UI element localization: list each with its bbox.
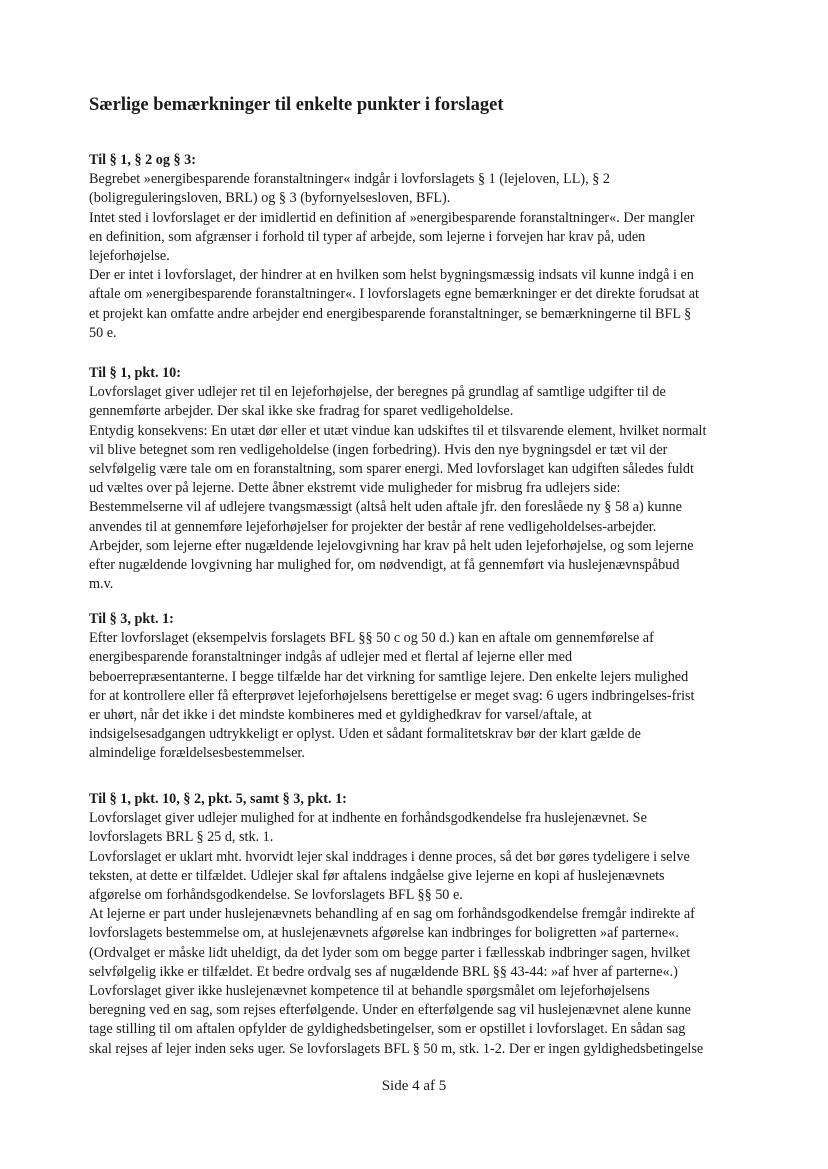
text-line: er uhørt, når det ikke i det mindste kombineres med et gyldighedkrav for varsel/aftale, at	[89, 707, 592, 724]
text-line: energibesparende foranstaltninger indgås af udlejer med et flertal af lejerne eller med	[89, 649, 573, 666]
text-line: selvfølgelig ikke er tilfældet. Et bedre ordvalg ses af nugældende BRL §§ 43-44: »af hver af parterne«.)	[89, 963, 678, 980]
text-line: Lovforslaget giver ikke huslejenævnet kompetence til at behandle spørgsmålet om lejeforhøjelsens	[89, 983, 650, 1000]
text-line: indsigelsesadgangen udtrykkeligt er oplyst. Uden et sådant formalitetskrav bør der klart gælde de	[89, 726, 641, 743]
section-body	[89, 383, 769, 594]
section-til-1-pkt-10-2-pkt-5-3-pkt-1	[89, 790, 769, 1059]
text-line: At lejerne er part under huslejenævnets behandling af en sag om forhåndsgodkendelse fremgår indirekte af	[89, 906, 695, 923]
text-line: anvendes til at gennemføre lejeforhøjelser for projekter der består af rene vedligeholdelses-arbejder.	[89, 518, 657, 535]
text-line: vil blive betegnet som ren vedligeholdelse (ingen forbedring). Hvis den nye bygningsdel er tæt vil der	[89, 441, 668, 458]
document-title: Særlige bemærkninger til enkelte punkter i forslaget	[89, 95, 504, 115]
text-line: Begrebet »energibesparende foranstaltninger« indgår i lovforslagets § 1 (lejeloven, LL), § 2	[89, 171, 610, 188]
section-body	[89, 170, 769, 343]
text-line: en definition, som afgrænser i forhold til typer af arbejde, som lejerne i forvejen har krav på, uden	[89, 228, 646, 245]
text-line: efter nugældende lovgivning har mulighed for, om nødvendigt, at få gennemført via huslejenævnspåbud	[89, 557, 680, 574]
text-line: Lovforslaget giver udlejer mulighed for at indhente en forhåndsgodkendelse fra huslejenævnet. Se	[89, 810, 647, 827]
text-line: for at kontrollere eller få efterprøvet lejeforhøjelsens berettigelse er meget svag: 6 ugers indbringelses-frist	[89, 687, 695, 704]
text-line: Der er intet i lovforslaget, der hindrer at en hvilken som helst bygningsmæssig indsats vil kunne indgå i en	[89, 267, 694, 284]
section-heading: Til § 1, pkt. 10, § 2, pkt. 5, samt § 3, pkt. 1:	[89, 791, 347, 807]
text-line: m.v.	[89, 576, 114, 593]
text-line: aftale om »energibesparende foranstaltninger«. I lovforslagets egne bemærkninger er det direkte forudsat at	[89, 286, 699, 303]
text-line: ud væltes over på lejerne. Dette åbner ekstremt vide muligheder for misbrug fra udlejers side:	[89, 480, 621, 497]
text-line: (boligreguleringsloven, BRL) og § 3 (byfornyelsesloven, BFL).	[89, 190, 451, 207]
section-body	[89, 629, 769, 763]
section-heading: Til § 1, § 2 og § 3:	[89, 152, 196, 168]
text-line: beregning ved en sag, som rejses efterfølgende. Under en efterfølgende sag vil huslejenævnet alene kunne	[89, 1002, 691, 1019]
text-line: afgørelse om forhåndsgodkendelse. Se lovforslagets BFL §§ 50 e.	[89, 887, 463, 904]
text-line: beboerrepræsentanterne. I begge tilfælde har det virkning for samtlige lejere. Den enkelte lejers mulighed	[89, 668, 689, 685]
text-line: Lovforslaget giver udlejer ret til en lejeforhøjelse, der beregnes på grundlag af samtlige udgifter til de	[89, 384, 666, 401]
text-line: et projekt kan omfatte andre arbejder end energibesparende foranstaltninger, se bemærkningerne til BFL §	[89, 305, 692, 322]
text-line: gennemførte arbejder. Der skal ikke ske fradrag for sparet vedligeholdelse.	[89, 403, 514, 420]
text-line: lovforslagets bestemmelse om, at huslejenævnets afgørelse kan indbringes for boligretten »af parterne«.	[89, 925, 679, 942]
text-line: tage stilling til om aftalen opfylder de gyldighedsbetingelser, som er opstillet i lovforslaget. En sådan sag	[89, 1021, 686, 1038]
section-til-1-2-3	[89, 151, 769, 343]
text-line: Lovforslaget er uklart mht. hvorvidt lejer skal inddrages i denne proces, så det bør gøres tydeligere i selve	[89, 848, 690, 865]
page-number: Side 4 af 5	[381, 1078, 447, 1094]
section-til-3-pkt-1	[89, 610, 769, 764]
text-line: teksten, at dette er tilfældet. Udlejer skal før aftalens indgåelse give lejerne en kopi af huslejenævnets	[89, 867, 665, 884]
text-line: lovforslagets BRL § 25 d, stk. 1.	[89, 829, 274, 846]
text-line: selvfølgelig være tale om en foranstaltning, som sparer energi. Med lovforslaget kan udgiften således fuldt	[89, 461, 694, 478]
text-line: Efter lovforslaget (eksempelvis forslagets BFL §§ 50 c og 50 d.) kan en aftale om gennemførelse af	[89, 630, 654, 647]
section-heading: Til § 3, pkt. 1:	[89, 611, 174, 627]
section-heading: Til § 1, pkt. 10:	[89, 365, 181, 381]
section-til-1-pkt-10	[89, 364, 769, 594]
text-line: Bestemmelserne vil af udlejere tvangsmæssigt (altså helt uden aftale jfr. den foreslåede ny § 58 a) kunne	[89, 499, 682, 516]
text-line: lejeforhøjelse.	[89, 248, 170, 265]
text-line: Arbejder, som lejerne efter nugældende lejelovgivning har krav på helt uden lejeforhøjelse, og som lejerne	[89, 537, 694, 554]
section-body	[89, 809, 769, 1059]
text-line: skal rejses af lejer inden seks uger. Se lovforslagets BFL § 50 m, stk. 1-2. Der er ingen gyldighedsbetingelse	[89, 1040, 704, 1057]
text-line: 50 e.	[89, 324, 117, 341]
text-line: Intet sted i lovforslaget er der imidlertid en definition af »energibesparende foranstaltninger«. Der mangler	[89, 209, 695, 226]
text-line: Entydig konsekvens: En utæt dør eller et utæt vindue kan udskiftes til et tilsvarende element, hvilket normalt	[89, 422, 707, 439]
text-line: (Ordvalget er måske lidt uheldigt, da det lyder som om begge parter i fællesskab indbringer sagen, hvilket	[89, 944, 691, 961]
text-line: almindelige forældelsesbestemmelser.	[89, 745, 305, 762]
